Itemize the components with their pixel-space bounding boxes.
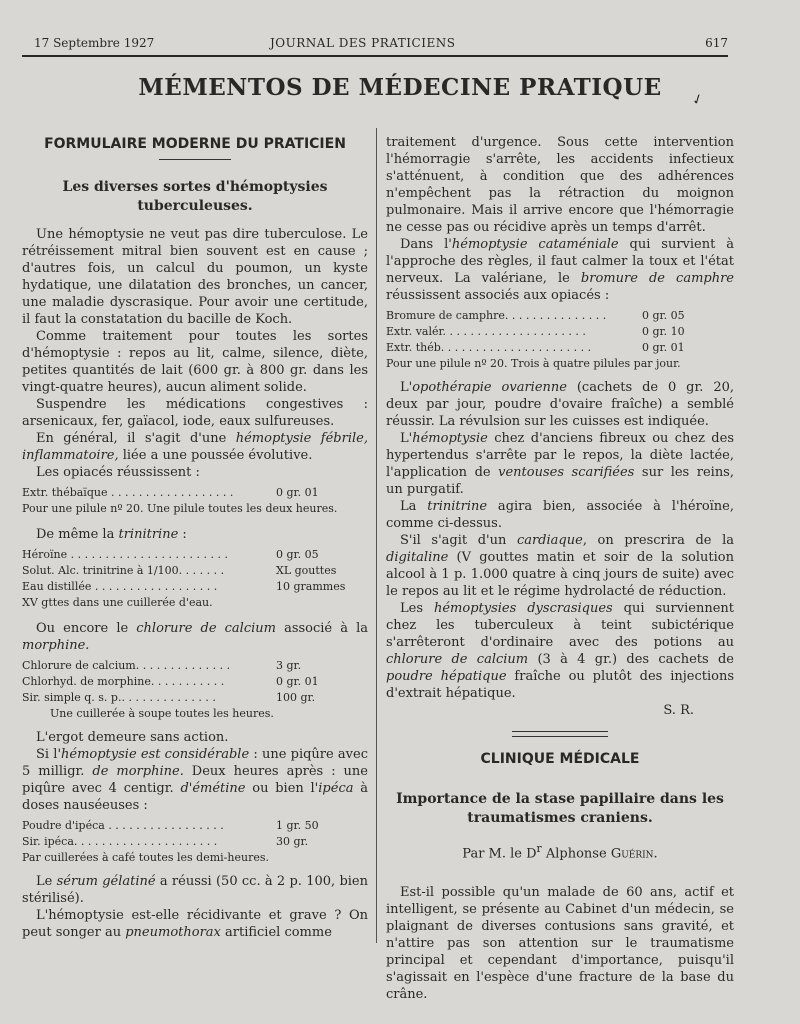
paragraph: De même la trinitrine :	[36, 527, 187, 542]
ink-mark: ✓	[689, 90, 707, 110]
right-column	[386, 134, 734, 1003]
prescription-row: Chlorhyd. de morphine. . . . . . . . . . . 0 gr. 01	[22, 675, 319, 688]
paragraph: Suspendre les médications congestives : arsenicaux, fer, gaïacol, iode, eaux sulfureuses.	[22, 397, 368, 429]
prescription-row: Poudre d'ipéca . . . . . . . . . . . . . . . . . 1 gr. 50	[22, 819, 319, 832]
paragraph: En général, il s'agit d'une hémoptysie fébrile, inflammatoire, liée a une poussée évolutive.	[22, 431, 368, 463]
prescription-row: Extr. valér. . . . . . . . . . . . . . . . . . . . . 0 gr. 10	[386, 325, 685, 338]
article-title: Les diverses sortes d'hémoptysies tuberculeuses.	[62, 179, 328, 214]
paragraph: Une hémoptysie ne veut pas dire tuberculose. Le rétréissement mitral bien souvent est en cause ; d'autres fois, un calcul du poumon, un kyste hydatique, une dilatation des bronches, un cancer, une maladie dyscrasique. Pour avoir une certitude, il faut la constatation du bacille de Koch.	[22, 227, 368, 327]
prescription-note: Pour une pilule nº 20. Trois à quatre pilules par jour.	[386, 357, 681, 370]
prescription	[386, 308, 734, 356]
paragraph: L'hémoptysie est-elle récidivante et grave ? On peut songer au pneumothorax artificiel comme	[22, 908, 368, 940]
paragraph: traitement d'urgence. Sous cette intervention l'hémorragie s'arrête, les accidents infectieux s'atténuent, à condition que des adhérences n'empêchent pas la rétraction du moignon pulmonaire. Mais il arrive encore que l'hémorragie ne cesse pas ou récidive après un temps d'arrêt.	[386, 135, 734, 235]
prescription-note: Pour une pilule nº 20. Une pilule toutes les deux heures.	[22, 502, 338, 515]
running-header	[20, 36, 728, 54]
left-column	[22, 134, 368, 941]
article-title: Importance de la stase papillaire dans les traumatismes craniens.	[396, 791, 724, 826]
prescription	[22, 658, 368, 706]
prescription	[22, 818, 368, 850]
paragraph: L'opothérapie ovarienne (cachets de 0 gr. 20, deux par jour, poudre d'ovaire fraîche) a semblé réussir. La révulsion sur les cuisses est indiquée.	[386, 380, 734, 429]
paragraph: L'hémoptysie chez d'anciens fibreux ou chez des hypertendus s'arrête par le repos, la diète lactée, l'application de ventouses scarifiées sur les reins, un purgatif.	[386, 431, 734, 497]
header-rule	[22, 55, 728, 57]
paragraph: Dans l'hémoptysie cataméniale qui survient à l'approche des règles, il faut calmer la toux et l'état nerveux. La valériane, le bromure de camphre réussissent associés aux opiacés :	[386, 237, 734, 303]
prescription-row: Bromure de camphre. . . . . . . . . . . . . . . 0 gr. 05	[386, 309, 685, 322]
prescription-note: XV gttes dans une cuillerée d'eau.	[22, 596, 213, 609]
prescription-row: Sir. simple q. s. p.. . . . . . . . . . . . . . 100 gr.	[22, 691, 316, 704]
prescription-row: Extr. thébaïque . . . . . . . . . . . . . . . . . . 0 gr. 01	[22, 486, 319, 499]
prescription-row: Solut. Alc. trinitrine à 1/100. . . . . . . XL gouttes	[22, 564, 337, 577]
prescription-note: Une cuillerée à soupe toutes les heures.	[50, 707, 274, 720]
prescription-row: Chlorure de calcium. . . . . . . . . . . . . . 3 gr.	[22, 659, 302, 672]
signature-line	[386, 702, 734, 719]
paragraph: Les hémoptysies dyscrasiques qui surviennent chez les tuberculeux à teint subictérique s'arrêteront d'ordinaire avec des potions au chlorure de calcium (3 à 4 gr.) des cachets de poudre hépatique fraîche ou plutôt des injections d'extrait hépatique.	[386, 601, 735, 701]
header-page-number: 617	[705, 36, 728, 50]
prescription	[22, 485, 368, 501]
paragraph: Le sérum gélatiné a réussi (50 cc. à 2 p. 100, bien stérilisé).	[22, 874, 368, 906]
paragraph: S'il s'agit d'un cardiaque, on prescrira de la digitaline (V gouttes matin et soir de la solution alcool à 1 p. 1.000 quatre à cinq jours de suite) avec le repos au lit et le régime hydrolacté de réduction.	[386, 533, 734, 599]
prescription	[22, 547, 368, 595]
paragraph: Ou encore le chlorure de calcium associé à la morphine.	[22, 621, 368, 653]
section-rule	[159, 159, 231, 160]
article-author: Par M. le $D^r$ Alphonse Guérin.	[462, 842, 658, 862]
prescription-row: Eau distillée . . . . . . . . . . . . . . . . . . 10 grammes	[22, 580, 346, 593]
paragraph: Est-il possible qu'un malade de 60 ans, actif et intelligent, se présente au Cabinet d'un médecin, se plaignant de diverses contusions sans gravité, et n'attire pas son attention sur le traumatisme principal et cependant d'importance, puisqu'il s'agissait en l'espèce d'une fracture de la base du crâne.	[386, 885, 734, 1003]
paragraph: La trinitrine agira bien, associée à l'héroïne, comme ci-dessus.	[386, 499, 734, 531]
section-heading: CLINIQUE MÉDICALE	[480, 751, 640, 767]
page-title: MÉMENTOS DE MÉDECINE PRATIQUE	[138, 74, 662, 101]
paragraph: L'ergot demeure sans action.	[36, 730, 229, 745]
header-journal: JOURNAL DES PRATICIENS	[270, 36, 456, 50]
prescription-note: Par cuillerées à café toutes les demi-heures.	[22, 851, 269, 864]
signature: S. R.	[663, 703, 694, 718]
paragraph: Comme traitement pour toutes les sortes d'hémoptysie : repos au lit, calme, silence, diète, petites quantités de lait (600 gr. à 800 gr. dans les vingt-quatre heures), aucun aliment solide.	[22, 329, 368, 395]
paragraph: Les opiacés réussissent :	[36, 465, 200, 480]
paragraph: Si l'hémoptysie est considérable : une piqûre avec 5 milligr. de morphine. Deux heures après : une piqûre avec 4 centigr. d'émétine ou bien l'ipéca à doses nauséeuses :	[22, 747, 368, 813]
prescription-row: Sir. ipéca. . . . . . . . . . . . . . . . . . . . . 30 gr.	[22, 835, 309, 848]
prescription-row: Extr. théb. . . . . . . . . . . . . . . . . . . . . . 0 gr. 01	[386, 341, 685, 354]
section-heading: FORMULAIRE MODERNE DU PRATICIEN	[44, 136, 346, 152]
column-divider	[376, 128, 377, 943]
prescription-row: Héroïne . . . . . . . . . . . . . . . . . . . . . . . 0 gr. 05	[22, 548, 319, 561]
header-date: 17 Septembre 1927	[34, 36, 155, 50]
